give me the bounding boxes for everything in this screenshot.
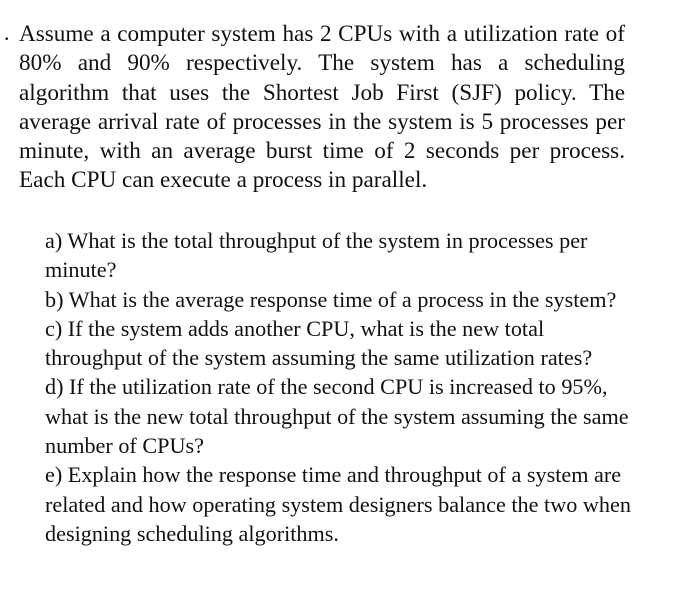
bullet-mark: . [4, 20, 10, 45]
question-list [45, 226, 635, 548]
question-b: b) What is the average response time of a process in the system? [45, 286, 617, 312]
question-d: d) If the utilization rate of the second CPU is increased to 95%, what is the new total throughput of the system assuming the same number of CPUs? [45, 374, 629, 459]
question-e: e) Explain how the response time and throughput of a system are related and how operating system designers balance the two when designing scheduling algorithms. [45, 462, 631, 546]
problem-intro: Assume a computer system has 2 CPUs with a utilization rate of 80% and 90% respectively. The system has a scheduling algorithm that uses the Shortest Job First (SJF) policy. The average arrival rate of processes in the system is 5 processes per minute, with an average burst time of 2 seconds per process. Each CPU can execute a process in parallel. [19, 21, 625, 194]
question-a: a) What is the total throughput of the system in processes per minute? [45, 228, 588, 283]
question-c: c) If the system adds another CPU, what is the new total throughput of the system assuming the same utilization rates? [45, 315, 593, 371]
